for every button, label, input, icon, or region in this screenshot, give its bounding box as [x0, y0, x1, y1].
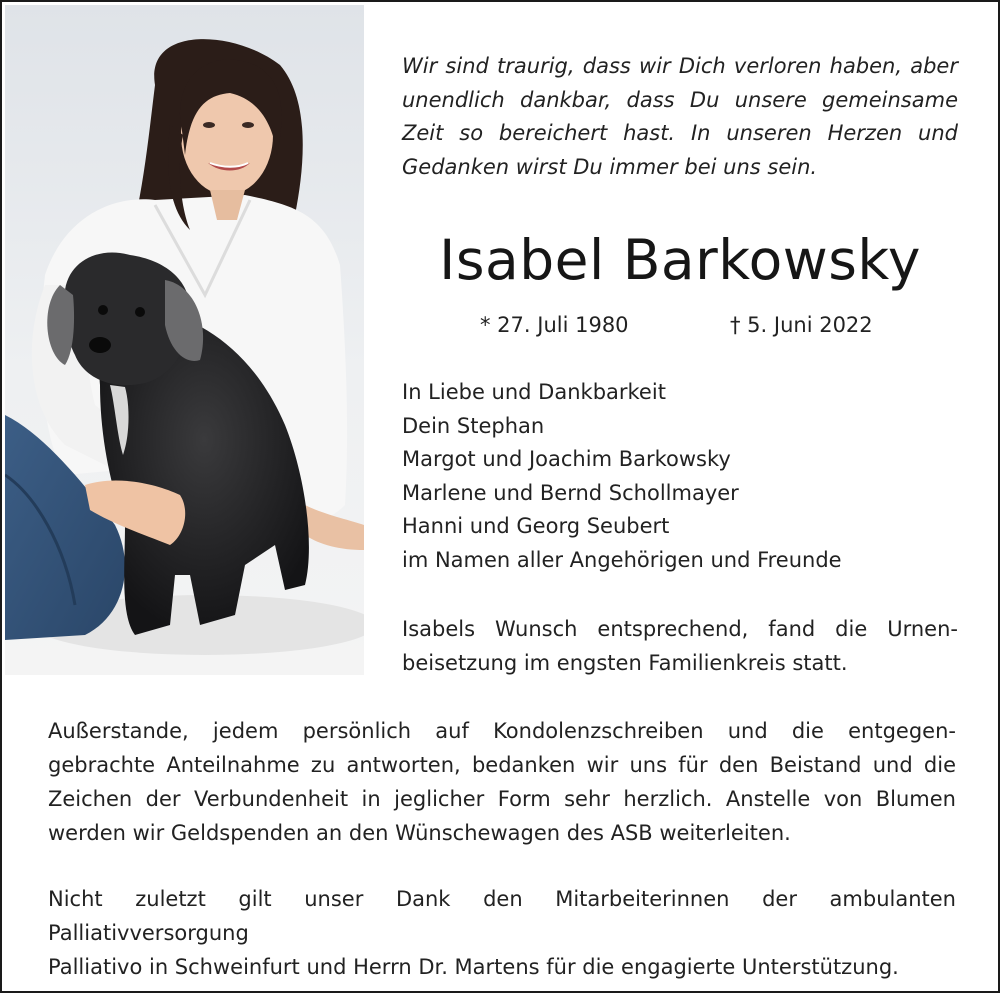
mourner-line: In Liebe und Dankbarkeit	[402, 380, 666, 404]
gratitude-paragraph	[48, 882, 956, 984]
paragraph-line: Außerstande, jedem persönlich auf Kondolenzschreiben und die entgegen-	[48, 719, 956, 743]
portrait-photo	[5, 5, 364, 675]
burial-line: beisetzung im engsten Familienkreis statt.	[402, 650, 848, 675]
mourner-line: Hanni und Georg Seubert	[402, 514, 670, 539]
paragraph-line: gebrachte Anteilnahme zu antworten, bedanken wir uns für den Beistand und die	[48, 753, 956, 777]
mourner-line: Marlene und Bernd Schollmayer	[402, 480, 739, 505]
deceased-name: Isabel Barkowsky	[439, 228, 921, 292]
memorial-quote: Wir sind traurig, dass wir Dich verloren haben, aber unendlich dankbar, dass Du unsere gemeinsame Zeit so bereichert hast. In unseren Herzen und Gedanken wirst Du immer bei uns sein.	[402, 54, 958, 179]
burial-line: Isabels Wunsch entsprechend, fand die Urnen-	[402, 617, 958, 641]
life-dates	[480, 313, 900, 343]
death-date: † 5. Juni 2022	[730, 313, 873, 337]
paragraph-line: Palliativo in Schweinfurt und Herrn Dr. Martens für die engagierte Unterstützung.	[48, 955, 899, 979]
paragraph-line: werden wir Geldspenden an den Wünschewagen des ASB weiterleiten.	[48, 821, 791, 845]
birth-date: * 27. Juli 1980	[480, 313, 629, 337]
burial-note	[402, 613, 958, 680]
thanks-paragraph	[48, 714, 956, 850]
mourner-line: Margot und Joachim Barkowsky	[402, 447, 731, 472]
paragraph-line: Zeichen der Verbundenheit in jeglicher Form sehr herzlich. Anstelle von Blumen	[48, 787, 956, 811]
paragraph-line: Nicht zuletzt gilt unser Dank den Mitarbeiterinnen der ambulanten Palliativversorgung	[48, 887, 956, 945]
mourner-line: im Namen aller Angehörigen und Freunde	[402, 547, 842, 572]
mourners-list	[402, 376, 958, 578]
mourner-line: Dein Stephan	[402, 413, 545, 438]
